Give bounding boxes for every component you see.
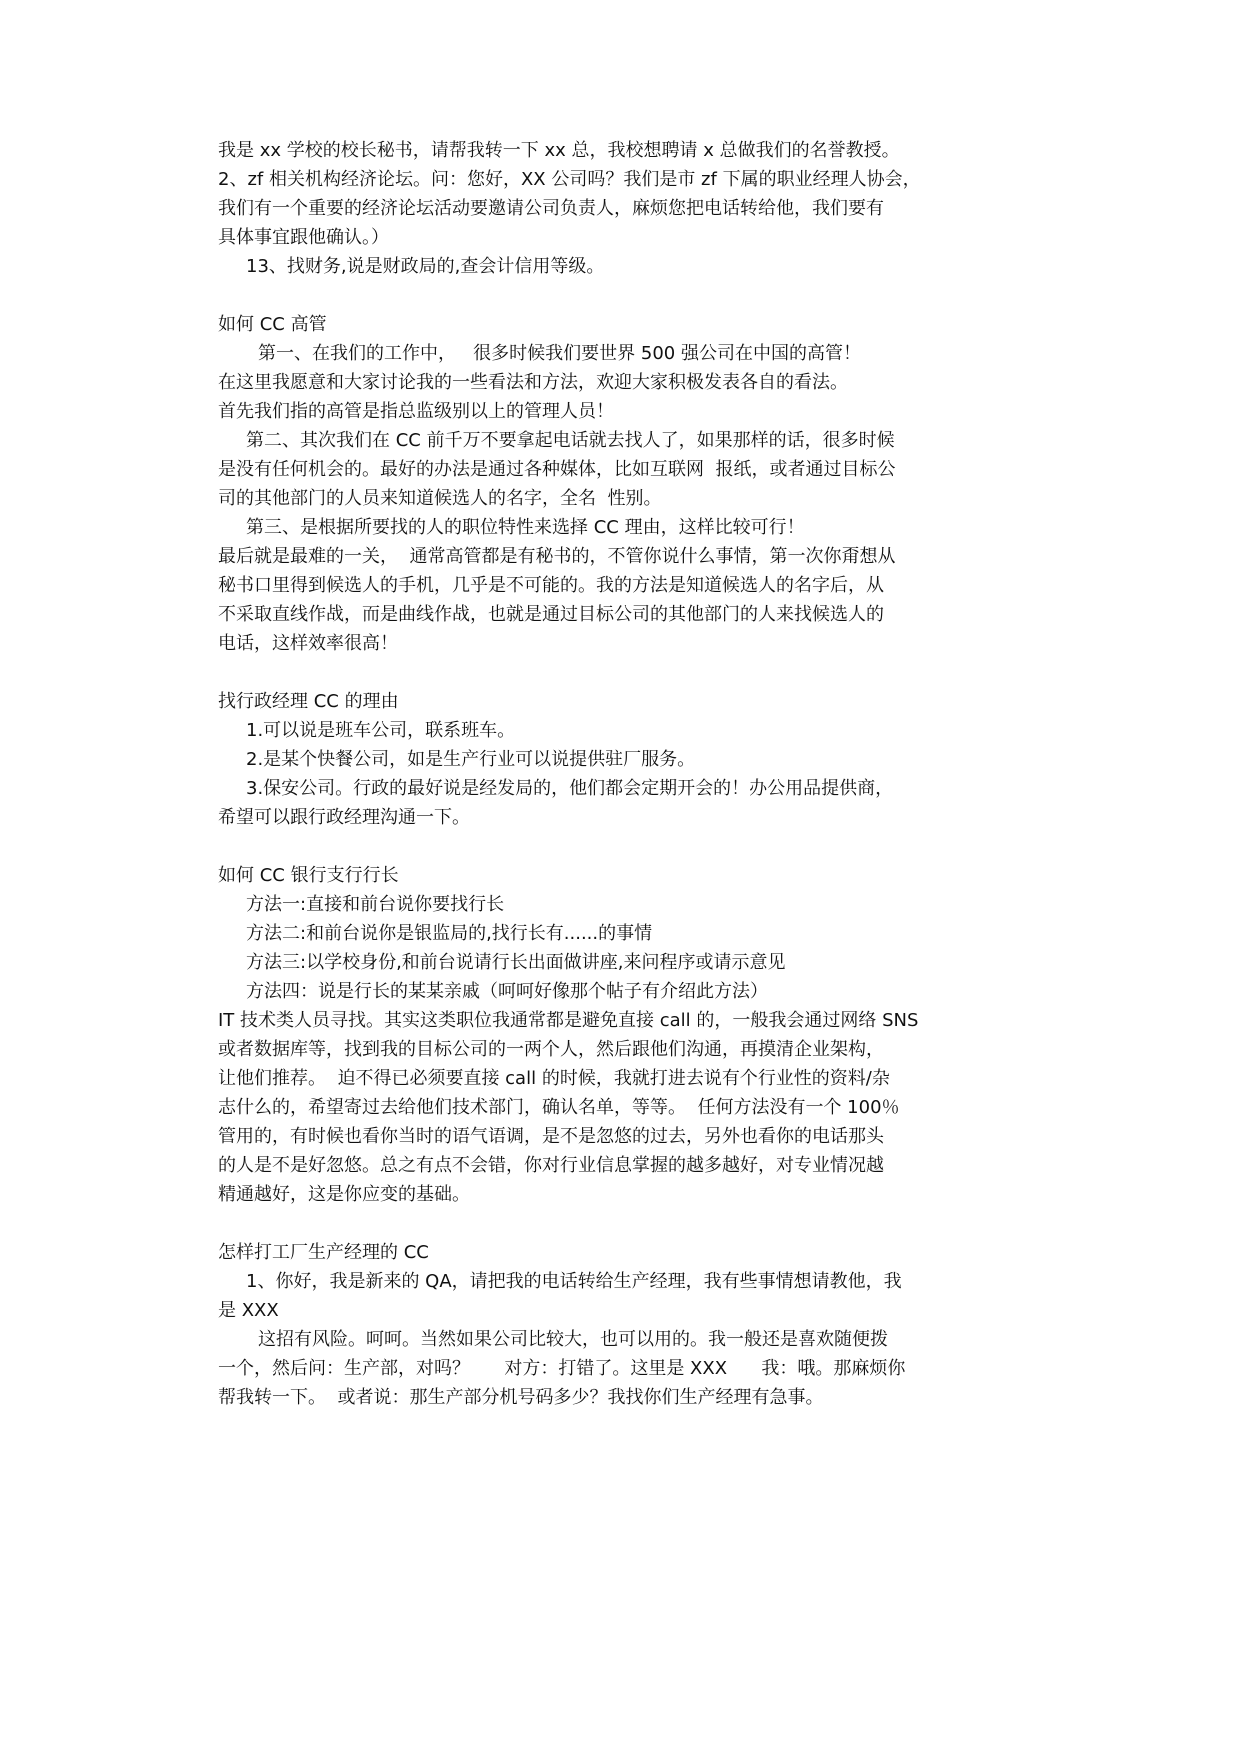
text-line: 方法四：说是行长的某某亲戚（呵呵好像那个帖子有介绍此方法） bbox=[246, 981, 768, 1002]
text-line: IT 技术类人员寻找。其实这类职位我通常都是避免直接 call 的，一般我会通过网络 SNS bbox=[218, 1010, 919, 1031]
text-line: 3.保安公司。行政的最好说是经发局的，他们都会定期开会的！办公用品提供商， bbox=[246, 778, 894, 799]
text-line: 精通越好，这是你应变的基础。 bbox=[218, 1184, 470, 1205]
text-line: 方法二:和前台说你是银监局的,找行长有......的事情 bbox=[246, 923, 653, 944]
text-line: 秘书口里得到候选人的手机，几乎是不可能的。我的方法是知道候选人的名字后，从 bbox=[218, 575, 884, 596]
text-line: 让他们推荐。 迫不得已必须要直接 call 的时候，我就打进去说有个行业性的资料/杂 bbox=[218, 1068, 890, 1089]
text-line: 找行政经理 CC 的理由 bbox=[218, 691, 399, 712]
text-line: 2、zf 相关机构经济论坛。问：您好，XX 公司吗？我们是市 zf 下属的职业经理人协会， bbox=[218, 169, 921, 190]
text-line: 首先我们指的高管是指总监级别以上的管理人员！ bbox=[218, 401, 614, 422]
text-line: 希望可以跟行政经理沟通一下。 bbox=[218, 807, 470, 828]
text-line: 电话，这样效率很高！ bbox=[218, 633, 398, 654]
text-line: 或者数据库等，找到我的目标公司的一两个人，然后跟他们沟通，再摸清企业架构， bbox=[218, 1039, 884, 1060]
blank-line bbox=[218, 832, 958, 861]
document-body bbox=[218, 136, 958, 1412]
text-line: 如何 CC 高管 bbox=[218, 314, 327, 335]
text-line: 管用的，有时候也看你当时的语气语调，是不是忽悠的过去，另外也看你的电话那头 bbox=[218, 1126, 884, 1147]
text-line: 不采取直线作战，而是曲线作战，也就是通过目标公司的其他部门的人来找候选人的 bbox=[218, 604, 884, 625]
text-line: 具体事宜跟他确认。） bbox=[218, 227, 389, 248]
text-line: 方法一:直接和前台说你要找行长 bbox=[246, 894, 505, 915]
blank-line bbox=[218, 281, 958, 310]
text-line: 是没有任何机会的。最好的办法是通过各种媒体，比如互联网 报纸，或者通过目标公 bbox=[218, 459, 896, 480]
text-line: 是 XXX bbox=[218, 1300, 279, 1321]
text-line: 13、找财务,说是财政局的,查会计信用等级。 bbox=[246, 256, 605, 277]
text-line: 最后就是最难的一关， 通常高管都是有秘书的，不管你说什么事情，第一次你甭想从 bbox=[218, 546, 896, 567]
text-line: 我们有一个重要的经济论坛活动要邀请公司负责人，麻烦您把电话转给他，我们要有 bbox=[218, 198, 884, 219]
text-line: 方法三:以学校身份,和前台说请行长出面做讲座,来问程序或请示意见 bbox=[246, 952, 786, 973]
blank-line bbox=[218, 1209, 958, 1238]
text-line: 第一、在我们的工作中， 很多时候我们要世界 500 强公司在中国的高管！ bbox=[258, 343, 861, 364]
text-line: 志什么的，希望寄过去给他们技术部门，确认名单，等等。 任何方法没有一个 100％ bbox=[218, 1097, 900, 1118]
text-line: 1.可以说是班车公司，联系班车。 bbox=[246, 720, 516, 741]
text-line: 1、你好，我是新来的 QA，请把我的电话转给生产经理，我有些事情想请教他，我 bbox=[246, 1271, 902, 1292]
text-line: 第二、其次我们在 CC 前千万不要拿起电话就去找人了，如果那样的话，很多时候 bbox=[246, 430, 895, 451]
text-line: 这招有风险。呵呵。当然如果公司比较大，也可以用的。我一般还是喜欢随便拨 bbox=[258, 1329, 888, 1350]
text-line: 如何 CC 银行支行行长 bbox=[218, 865, 399, 886]
text-line: 第三、是根据所要找的人的职位特性来选择 CC 理由，这样比较可行！ bbox=[246, 517, 805, 538]
text-line: 在这里我愿意和大家讨论我的一些看法和方法，欢迎大家积极发表各自的看法。 bbox=[218, 372, 848, 393]
text-line: 怎样打工厂生产经理的 CC bbox=[218, 1242, 429, 1263]
blank-line bbox=[218, 658, 958, 687]
text-line: 2.是某个快餐公司，如是生产行业可以说提供驻厂服务。 bbox=[246, 749, 696, 770]
text-line: 司的其他部门的人员来知道候选人的名字，全名 性别。 bbox=[218, 488, 662, 509]
text-line: 帮我转一下。 或者说：那生产部分机号码多少？我找你们生产经理有急事。 bbox=[218, 1387, 824, 1408]
text-line: 的人是不是好忽悠。总之有点不会错，你对行业信息掌握的越多越好，对专业情况越 bbox=[218, 1155, 884, 1176]
text-line: 一个，然后问：生产部，对吗？ 对方：打错了。这里是 XXX 我：哦。那麻烦你 bbox=[218, 1358, 906, 1379]
text-line: 我是 xx 学校的校长秘书，请帮我转一下 xx 总，我校想聘请 x 总做我们的名誉教授。 bbox=[218, 140, 900, 161]
